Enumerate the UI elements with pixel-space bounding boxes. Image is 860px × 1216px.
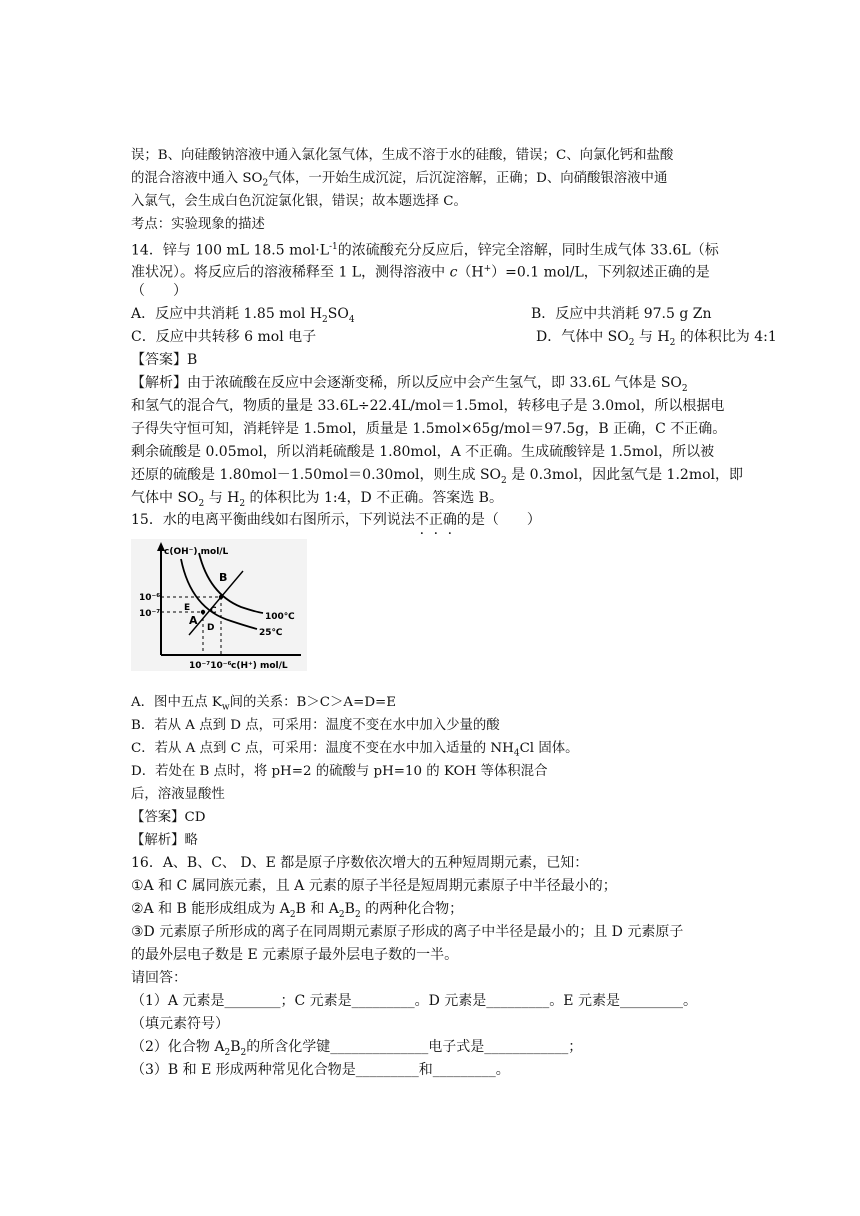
fill-in-line: （3）B 和 E 形成两种常见化合物是_________和_________。	[131, 1062, 510, 1078]
option-c: C．若从 A 点到 C 点，可采用：温度不变在水中加入适量的 $NH_4Cl$ 固体。	[131, 741, 579, 759]
water-ionization-figure	[131, 539, 307, 671]
option-b: B．若从 A 点到 D 点，可采用：温度不变在水中加入少量的酸	[131, 718, 500, 733]
text-line: 的最外层电子数是 E 元素原子最外层电子数的一半。	[131, 947, 459, 963]
answer-line: 【答案】CD	[131, 810, 206, 825]
analysis-line: 【解析】由于浓硫酸在反应中会逐渐变稀，所以反应中会产生氢气，即 33.6L 气体是 $SO_2$	[131, 375, 688, 394]
question-16-stem: 16．A、B、C、 D、E 都是原子序数依次增大的五种短周期元素，已知：	[131, 855, 589, 871]
option-b: B．反应中共消耗 97.5 g Zn	[531, 306, 712, 322]
text-line: 的混合溶液中通入 $SO_2$气体，一开始生成沉淀，后沉淀溶解，正确；D、向硝酸银溶液中通	[131, 171, 668, 189]
options-row: C．反应中共转移 6 mol 电子 D．气体中 $SO_2$ 与 $H_2$ 的体积比为 4:1	[131, 327, 731, 347]
text-line: 后，溶液显酸性	[131, 787, 225, 802]
equilibrium-curve-chart	[131, 539, 307, 671]
text-line: 入氯气，会生成白色沉淀氯化银，错误；故本题选择 C。	[131, 194, 467, 209]
y-tick-1: 10⁻⁶	[139, 593, 161, 603]
options-row: A．反应中共消耗 1.85 mol $H_2SO_4$ B．反应中共消耗 97.5 g Zn	[131, 306, 712, 325]
fill-in-line: （1）A 元素是________；C 元素是_________。D 元素是_________。E 元素是_________。	[131, 993, 697, 1009]
text-line: 气体中 $SO_2$ 与 $H_2$ 的体积比为 1:4，D 不正确。答案选 B。	[131, 490, 503, 509]
text-line: （填元素符号）	[131, 1016, 229, 1032]
option-a: A．图中五点 $K_w$间的关系：B＞C＞A=D=E	[131, 695, 397, 713]
y-axis-label: c(OH⁻) mol/L	[164, 547, 229, 557]
text-line: （ ）	[131, 283, 187, 299]
text-line: 和氢气的混合气，物质的量是 33.6L÷22.4L/mol＝1.5mol，转移电子是 3.0mol，所以根据电	[131, 398, 725, 414]
text-line: 还原的硫酸是 1.80mol－1.50mol＝0.30mol，则生成 $SO_2$ 是 0.3mol，因此氢气是 1.2mol，即	[131, 467, 744, 486]
question-14-stem: 14．锌与 100 mL 18.5 $mol\cdot L^{-1}$的浓硫酸充分反应后，锌完全溶解，同时生成气体 33.6L（标	[131, 242, 719, 259]
text-line: 子得失守恒可知，消耗锌是 1.5mol，质量是 1.5mol×65g/mol＝97.5g，B 正确，C 不正确。	[131, 421, 727, 437]
question-15-stem: 15．水的电离平衡曲线如右图所示，下列说法不正确的是（ ）	[131, 512, 541, 528]
text-line: ②A 和 B 能形成组成为 $A_2B$ 和 $A_2B_2$ 的两种化合物；	[131, 901, 464, 920]
option-d: D．气体中 $SO_2$ 与 $H_2$ 的体积比为 4:1	[536, 329, 777, 348]
text-line: 准状况）。将反应后的溶液稀释至 1 L，测得溶液中 c（H+）=0.1 mol/L，下列叙述正确的是	[131, 264, 710, 281]
text-line: 请回答：	[131, 970, 187, 986]
answer-line: 【答案】B	[131, 352, 198, 368]
point-e-label: E	[184, 603, 191, 613]
point-a-dot	[201, 610, 205, 614]
text-line: 考点：实验现象的描述	[131, 217, 265, 232]
text-line: ③D 元素原子所形成的离子在同周期元素原子形成的离子中半径是最小的；且 D 元素原子	[131, 924, 684, 940]
curve-100-label: 100℃	[265, 612, 295, 622]
x-ticks: 10⁻⁷10⁻⁶	[189, 661, 232, 671]
x-axis-label: c(H⁺) mol/L	[231, 661, 288, 671]
fill-in-line: （2）化合物 $A_2B_2$的所含化学键______________电子式是____________；	[131, 1039, 583, 1058]
point-b-dot	[219, 595, 223, 599]
text-line: 误；B、向硅酸钠溶液中通入氯化氢气体，生成不溶于水的硅酸，错误；C、向氯化钙和盐酸	[131, 148, 674, 163]
point-c-label: C	[210, 606, 217, 616]
y-tick-2: 10⁻⁷	[139, 609, 161, 619]
point-a-label: A	[189, 614, 198, 627]
point-b-label: B	[219, 571, 228, 584]
text-line: ①A 和 C 属同族元素，且 A 元素的原子半径是短周期元素原子中半径最小的；	[131, 878, 617, 894]
curve-25-label: 25℃	[259, 628, 283, 638]
point-d-label: D	[207, 623, 215, 633]
option-d: D．若处在 B 点时，将 pH=2 的硫酸与 pH=10 的 KOH 等体积混合	[131, 764, 548, 779]
analysis-line: 【解析】略	[131, 833, 198, 848]
text-line: 剩余硫酸是 0.05mol，所以消耗硫酸是 1.80mol，A 不正确。生成硫酸锌是 1.5mol，所以被	[131, 444, 715, 460]
